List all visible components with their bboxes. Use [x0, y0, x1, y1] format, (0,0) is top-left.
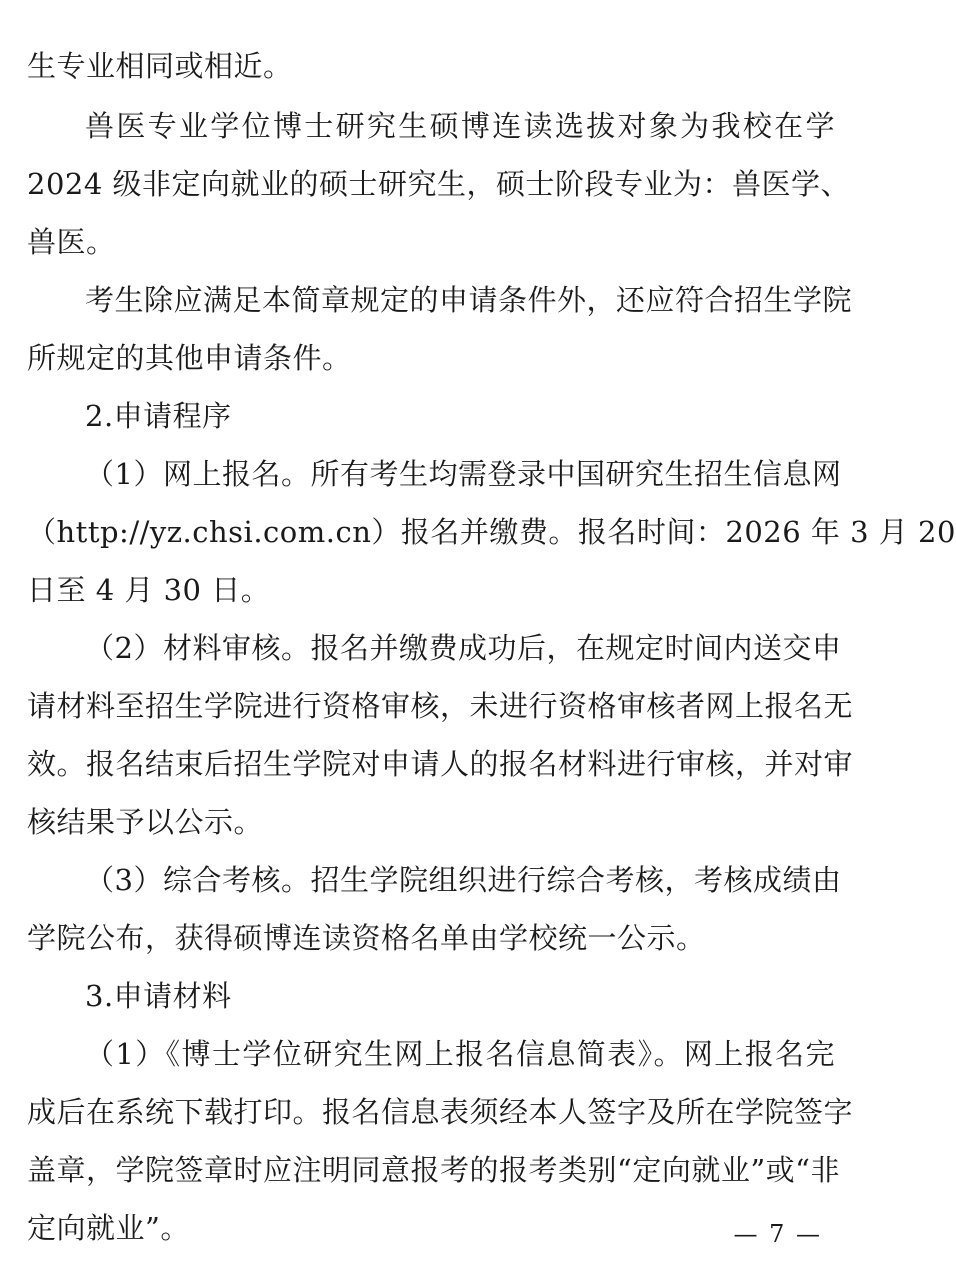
text-line: （1）网上报名。所有考生均需登录中国研究生招生信息网	[85, 457, 842, 491]
text-line: 定向就业”。	[27, 1211, 190, 1245]
text-line: 效。报名结束后招生学院对申请人的报名材料进行审核，并对审	[27, 747, 854, 781]
section-heading: 2.申请程序	[85, 399, 232, 433]
section-heading: 3.申请材料	[85, 979, 232, 1013]
text-line: 学院公布，获得硕博连读资格名单由学校统一公示。	[27, 921, 706, 955]
text-line: 兽医。	[27, 225, 116, 259]
text-line: 兽医专业学位博士研究生硕博连读选拔对象为我校在学	[85, 109, 835, 143]
text-line: 请材料至招生学院进行资格审核，未进行资格审核者网上报名无	[27, 689, 854, 723]
text-line: 成后在系统下载打印。报名信息表须经本人签字及所在学院签字	[27, 1095, 854, 1129]
page-number: — 7 —	[733, 1220, 822, 1248]
text-line: （1）《博士学位研究生网上报名信息简表》。网上报名完	[85, 1037, 835, 1071]
text-line: 所规定的其他申请条件。	[27, 341, 352, 375]
text-line: （http://yz.chsi.com.cn）报名并缴费。报名时间：2026 年 3 月 20	[27, 515, 956, 549]
text-line: 日至 4 月 30 日。	[27, 573, 271, 607]
text-line: 核结果予以公示。	[27, 805, 264, 839]
text-line: （2）材料审核。报名并缴费成功后，在规定时间内送交申	[85, 631, 842, 665]
text-line: （3）综合考核。招生学院组织进行综合考核，考核成绩由	[85, 863, 842, 897]
text-line: 考生除应满足本简章规定的申请条件外，还应符合招生学院	[85, 283, 853, 317]
text-line: 生专业相同或相近。	[27, 49, 293, 83]
text-line: 2024 级非定向就业的硕士研究生，硕士阶段专业为：兽医学、	[27, 167, 851, 201]
text-line: 盖章，学院签章时应注明同意报考的报考类别“定向就业”或“非	[27, 1153, 840, 1187]
